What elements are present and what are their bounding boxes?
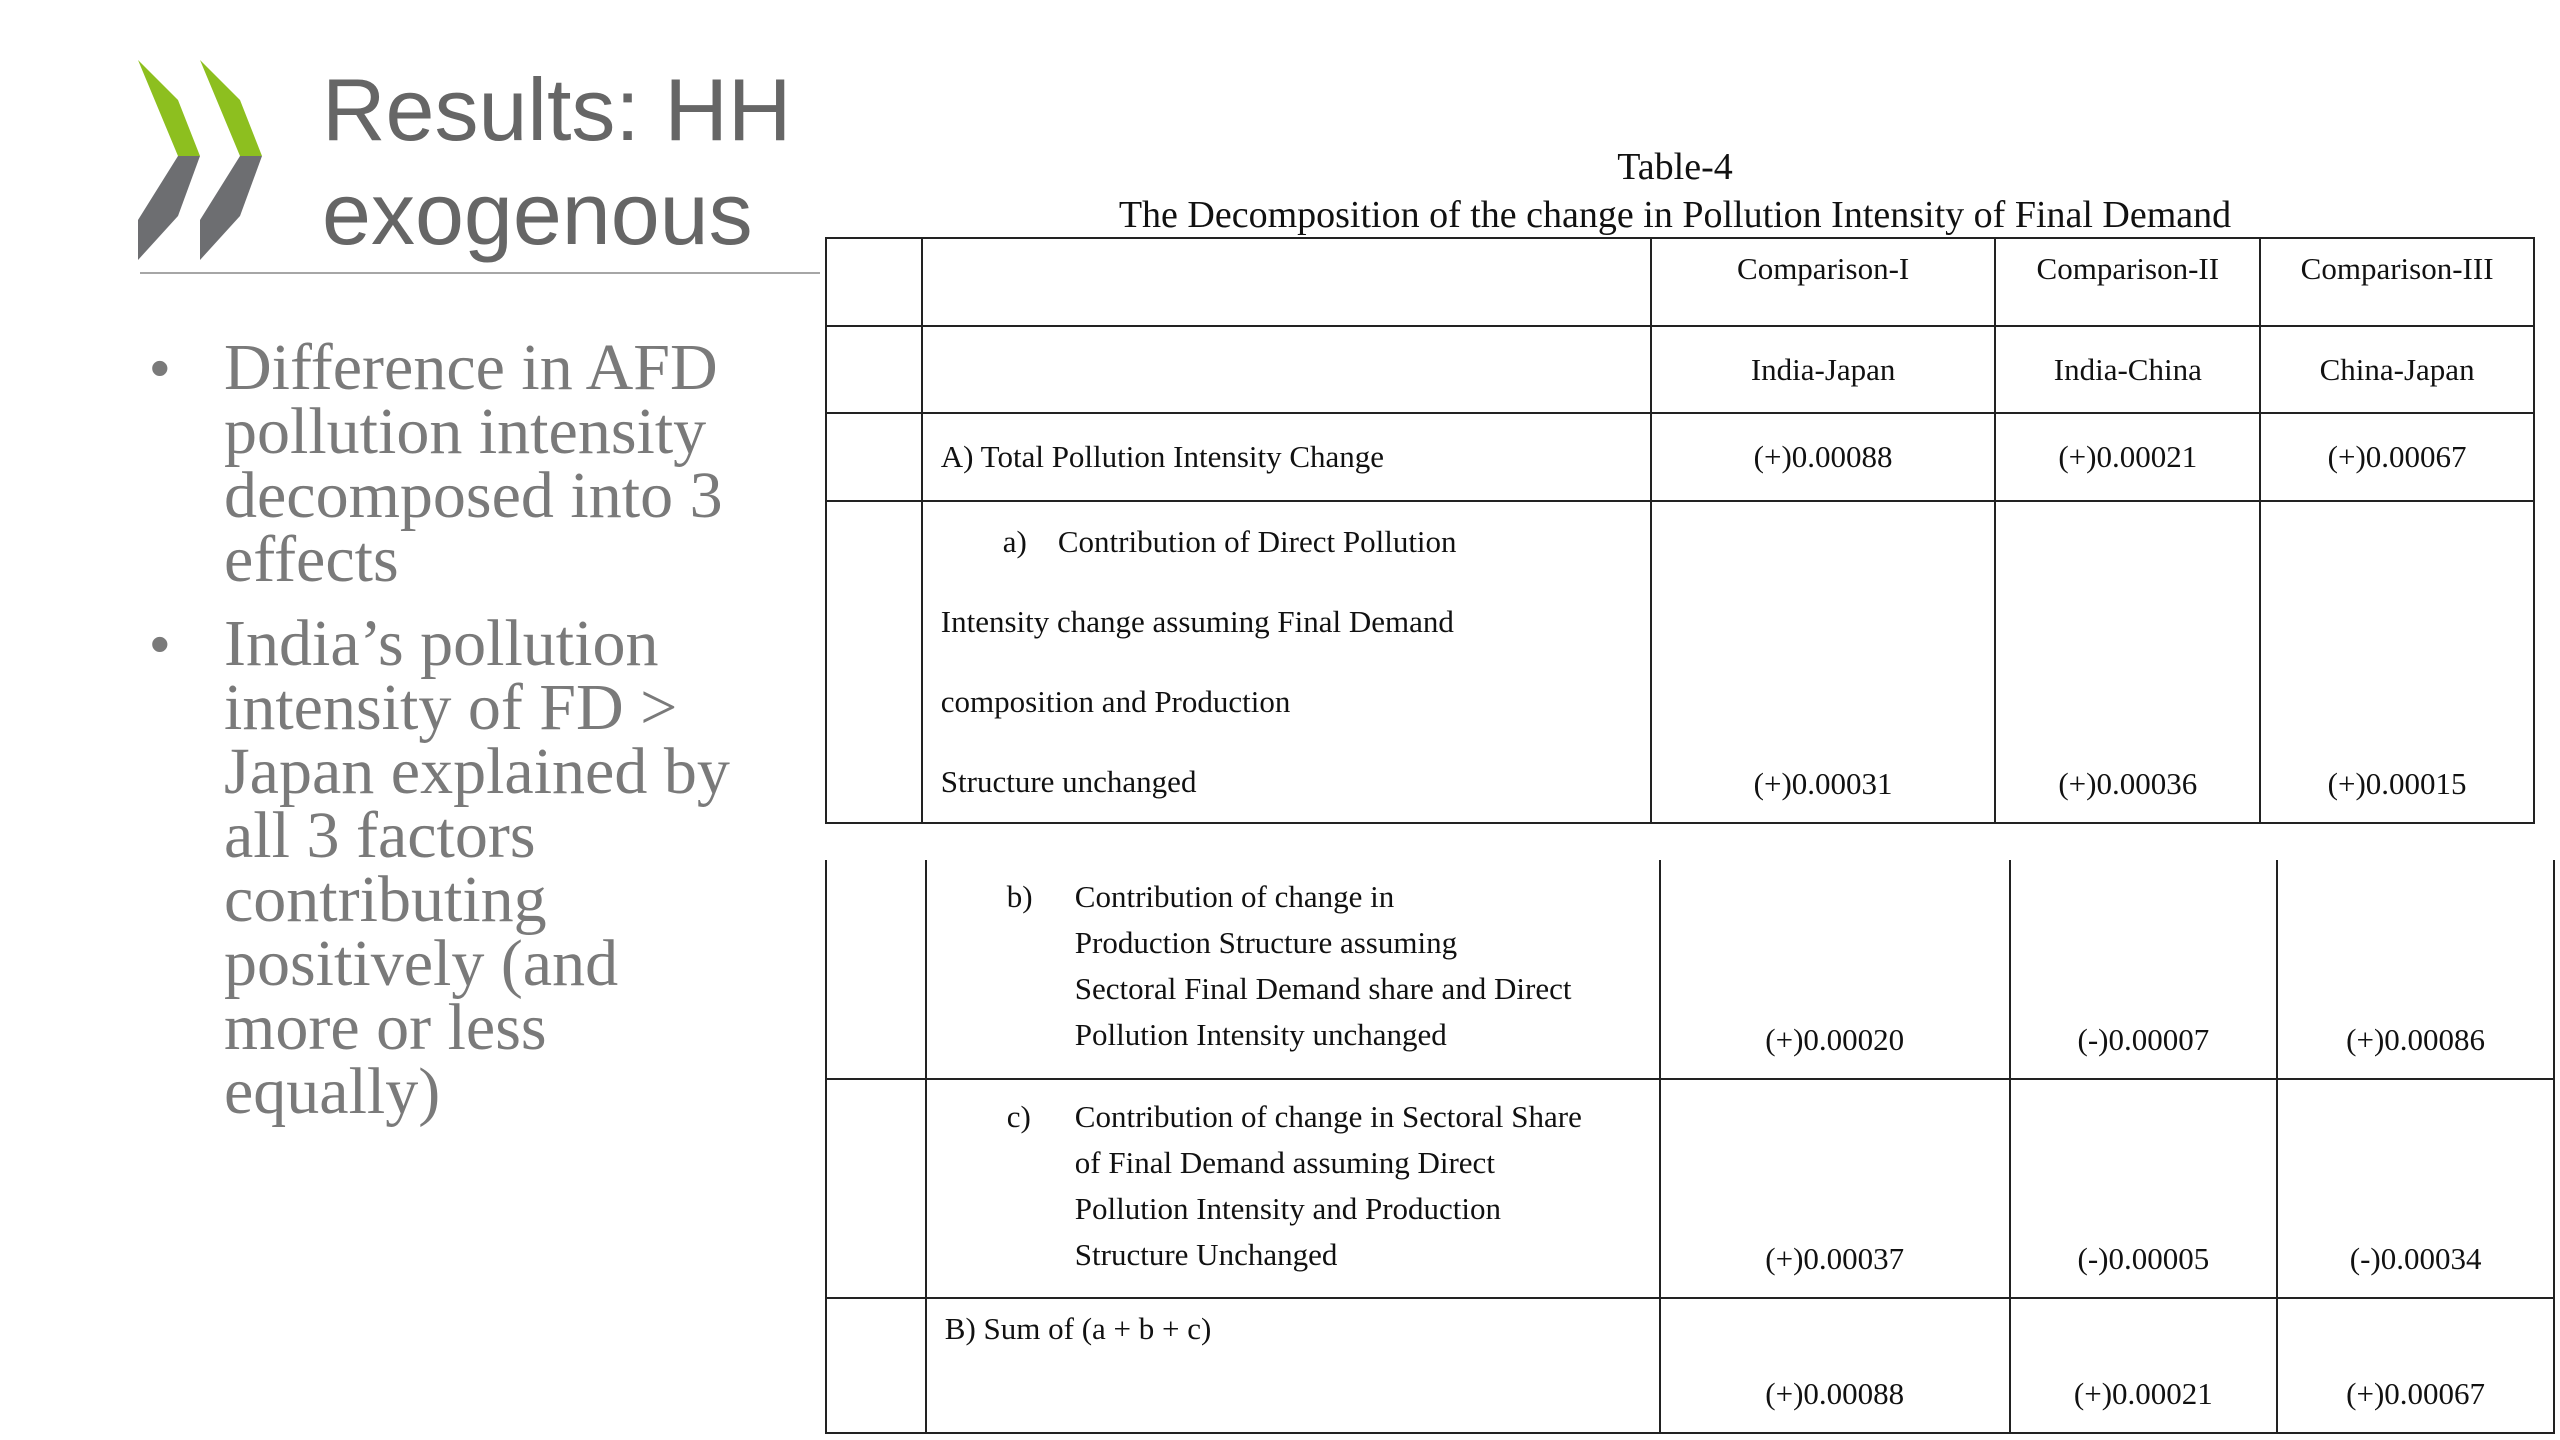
row-label-line: Contribution of change in: [1074, 879, 1395, 914]
row-label: [922, 501, 1651, 823]
value-cell: (+)0.00088: [1651, 413, 1996, 501]
table-cell: [826, 501, 922, 823]
row-label-line: Structure unchanged: [940, 764, 1197, 799]
double-chevron-logo-icon: [138, 60, 272, 260]
table-caption-number: Table-4: [1617, 146, 1733, 188]
bullet-text: Difference in AFD pollution intensity decomposed into 3 effects: [224, 331, 723, 596]
table-cell: [826, 1079, 926, 1298]
table-cell: [922, 326, 1651, 413]
bullet-list: [150, 331, 750, 1144]
title-line-2: exogenous: [322, 164, 753, 263]
column-header: Comparison-I: [1651, 238, 1996, 326]
row-letter: a): [1002, 524, 1027, 559]
row-label-line: Intensity change assuming Final Demand: [940, 604, 1454, 639]
table-row: [826, 1079, 2554, 1298]
title-line-1: Results: HH: [322, 60, 792, 159]
value-cell: (+)0.00020: [1660, 860, 2010, 1079]
column-header: Comparison-III: [2260, 238, 2534, 326]
table-row: [826, 1298, 2554, 1433]
row-label: A) Total Pollution Intensity Change: [922, 413, 1651, 501]
row-letter: c): [1006, 1099, 1031, 1134]
row-label-line: Pollution Intensity unchanged: [1074, 1017, 1447, 1052]
bullet-item: [150, 331, 750, 596]
row-label-line: Contribution of change in Sectoral Share: [1074, 1099, 1582, 1134]
table-row: [826, 501, 2534, 823]
value-cell: (-)0.00007: [2010, 860, 2278, 1079]
table-row: [826, 238, 2534, 326]
row-label: B) Sum of (a + b + c): [926, 1298, 1660, 1433]
table-row: [826, 326, 2534, 413]
row-letter: b): [1006, 879, 1033, 914]
title-divider: [140, 272, 820, 274]
row-label-line: of Final Demand assuming Direct: [1074, 1145, 1495, 1180]
table-cell: [826, 413, 922, 501]
value-cell: (+)0.00015: [2260, 501, 2534, 823]
decomposition-table-part-1: [825, 237, 2535, 824]
table-cell: [826, 860, 926, 1079]
bullet-text: India’s pollution intensity of FD > Japan explained by all 3 factors contributing positively (and more or less equally): [224, 607, 730, 1128]
value-cell: (-)0.00005: [2010, 1079, 2278, 1298]
table-row: [826, 860, 2554, 1079]
table-caption-title: The Decomposition of the change in Pollution Intensity of Final Demand: [1118, 194, 2232, 236]
row-label-line: Pollution Intensity and Production: [1074, 1191, 1502, 1226]
row-label-line: composition and Production: [940, 684, 1291, 719]
value-cell: (+)0.00067: [2260, 413, 2534, 501]
column-header: Comparison-II: [1995, 238, 2260, 326]
bullet-dot-icon: •: [150, 336, 170, 399]
decomposition-table-part-2: [825, 860, 2555, 1434]
row-label-line: Contribution of Direct Pollution: [1057, 524, 1457, 559]
table-cell: [922, 238, 1651, 326]
table-cell: [826, 326, 922, 413]
row-label-line: Production Structure assuming: [1074, 925, 1458, 960]
bullet-item: [150, 607, 750, 1128]
value-cell: (-)0.00034: [2277, 1079, 2554, 1298]
value-cell: (+)0.00037: [1660, 1079, 2010, 1298]
value-cell: (+)0.00067: [2277, 1298, 2554, 1433]
value-cell: (+)0.00021: [1995, 413, 2260, 501]
row-label-line: Sectoral Final Demand share and Direct: [1074, 971, 1572, 1006]
bullet-dot-icon: •: [150, 612, 170, 675]
pair-header: India-China: [1995, 326, 2260, 413]
row-label-line: Structure Unchanged: [1074, 1237, 1338, 1272]
value-cell: (+)0.00088: [1660, 1298, 2010, 1433]
table-row: [826, 413, 2534, 501]
value-cell: (+)0.00036: [1995, 501, 2260, 823]
row-label: [926, 1079, 1660, 1298]
row-label: [926, 860, 1660, 1079]
value-cell: (+)0.00086: [2277, 860, 2554, 1079]
value-cell: (+)0.00021: [2010, 1298, 2278, 1433]
table-cell: [826, 1298, 926, 1433]
value-cell: (+)0.00031: [1651, 501, 1996, 823]
pair-header: India-Japan: [1651, 326, 1996, 413]
table-cell: [826, 238, 922, 326]
slide-title: [322, 58, 791, 266]
pair-header: China-Japan: [2260, 326, 2534, 413]
